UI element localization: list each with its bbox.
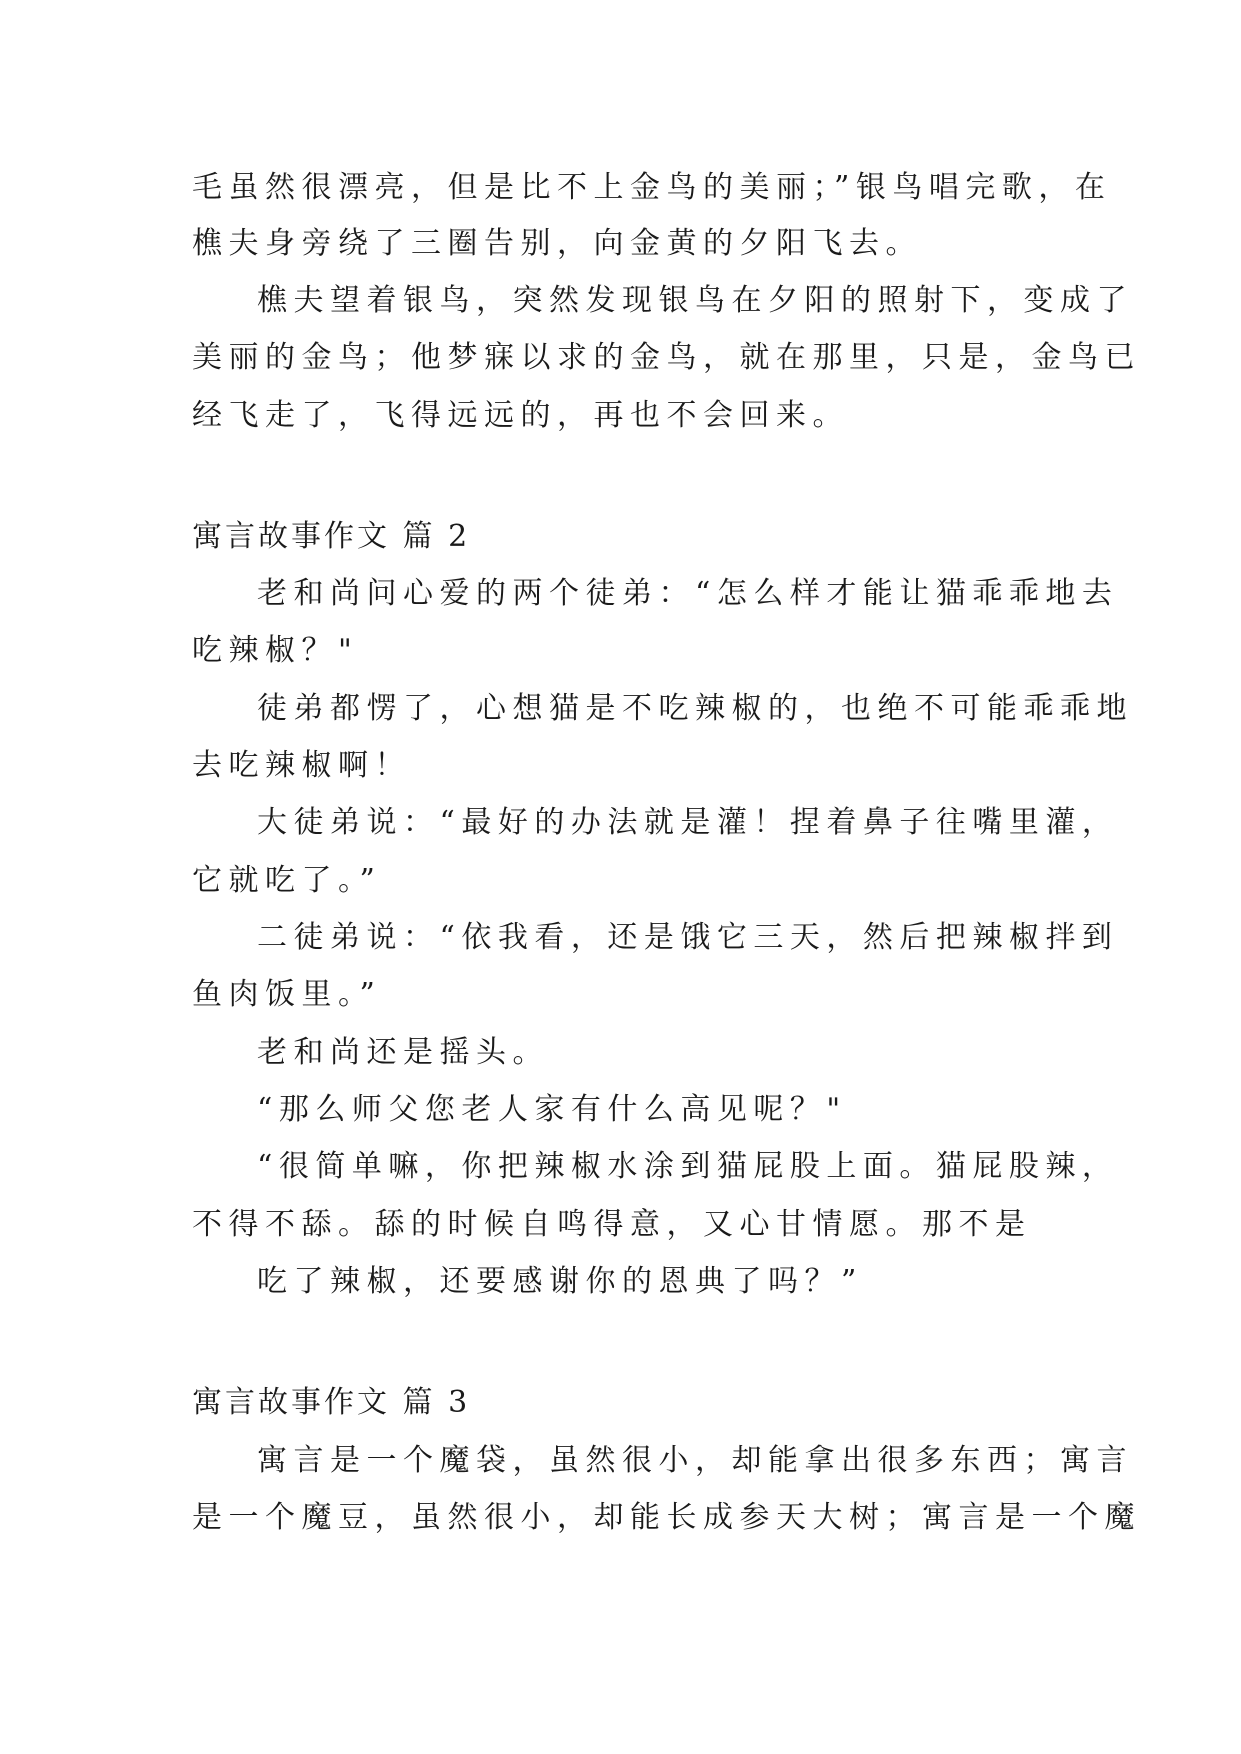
section-heading: 寓言故事作文 篇 2 [192,519,471,554]
paragraph-first-line: 老和尚问心爱的两个徒弟：“怎么样才能让猫乖乖地去 [257,576,1119,611]
text-line: 樵夫身旁绕了三圈告别，向金黄的夕阳飞去。 [192,226,922,261]
paragraph-first-line: 徒弟都愣了，心想猫是不吃辣椒的，也绝不可能乖乖地 [257,691,1133,726]
paragraph-first-line: 二徒弟说：“依我看，还是饿它三天，然后把辣椒拌到 [257,920,1119,955]
text-line: 吃了辣椒，还要感谢你的恩典了吗？” [257,1264,863,1299]
text-line: 不得不舔。舔的时候自鸣得意，又心甘情愿。那不是 [192,1207,1032,1242]
text-line: 鱼肉饭里。” [192,977,382,1012]
paragraph-first-line: 老和尚还是摇头。 [257,1035,549,1070]
text-line: 去吃辣椒啊！ [192,748,411,783]
text-line: 毛虽然很漂亮，但是比不上金鸟的美丽；”银鸟唱完歌，在 [192,170,1112,205]
paragraph-first-line: 樵夫望着银鸟，突然发现银鸟在夕阳的照射下，变成了 [257,283,1133,318]
paragraph-first-line: “很简单嘛，你把辣椒水涂到猫屁股上面。猫屁股辣， [257,1149,1119,1184]
text-line: 它就吃了。” [192,863,382,898]
paragraph-first-line: 大徒弟说：“最好的办法就是灌！捏着鼻子往嘴里灌， [257,805,1119,840]
paragraph-first-line: 寓言是一个魔袋，虽然很小，却能拿出很多东西；寓言 [257,1443,1133,1478]
text-line: 经飞走了，飞得远远的，再也不会回来。 [192,398,849,433]
section-heading: 寓言故事作文 篇 3 [192,1385,471,1420]
text-line: 吃辣椒？" [192,633,359,668]
text-line: 是一个魔豆，虽然很小，却能长成参天大树；寓言是一个魔 [192,1500,1141,1535]
paragraph-first-line: “那么师父您老人家有什么高见呢？" [257,1092,847,1127]
text-line: 美丽的金鸟；他梦寐以求的金鸟，就在那里，只是，金鸟已 [192,340,1141,375]
